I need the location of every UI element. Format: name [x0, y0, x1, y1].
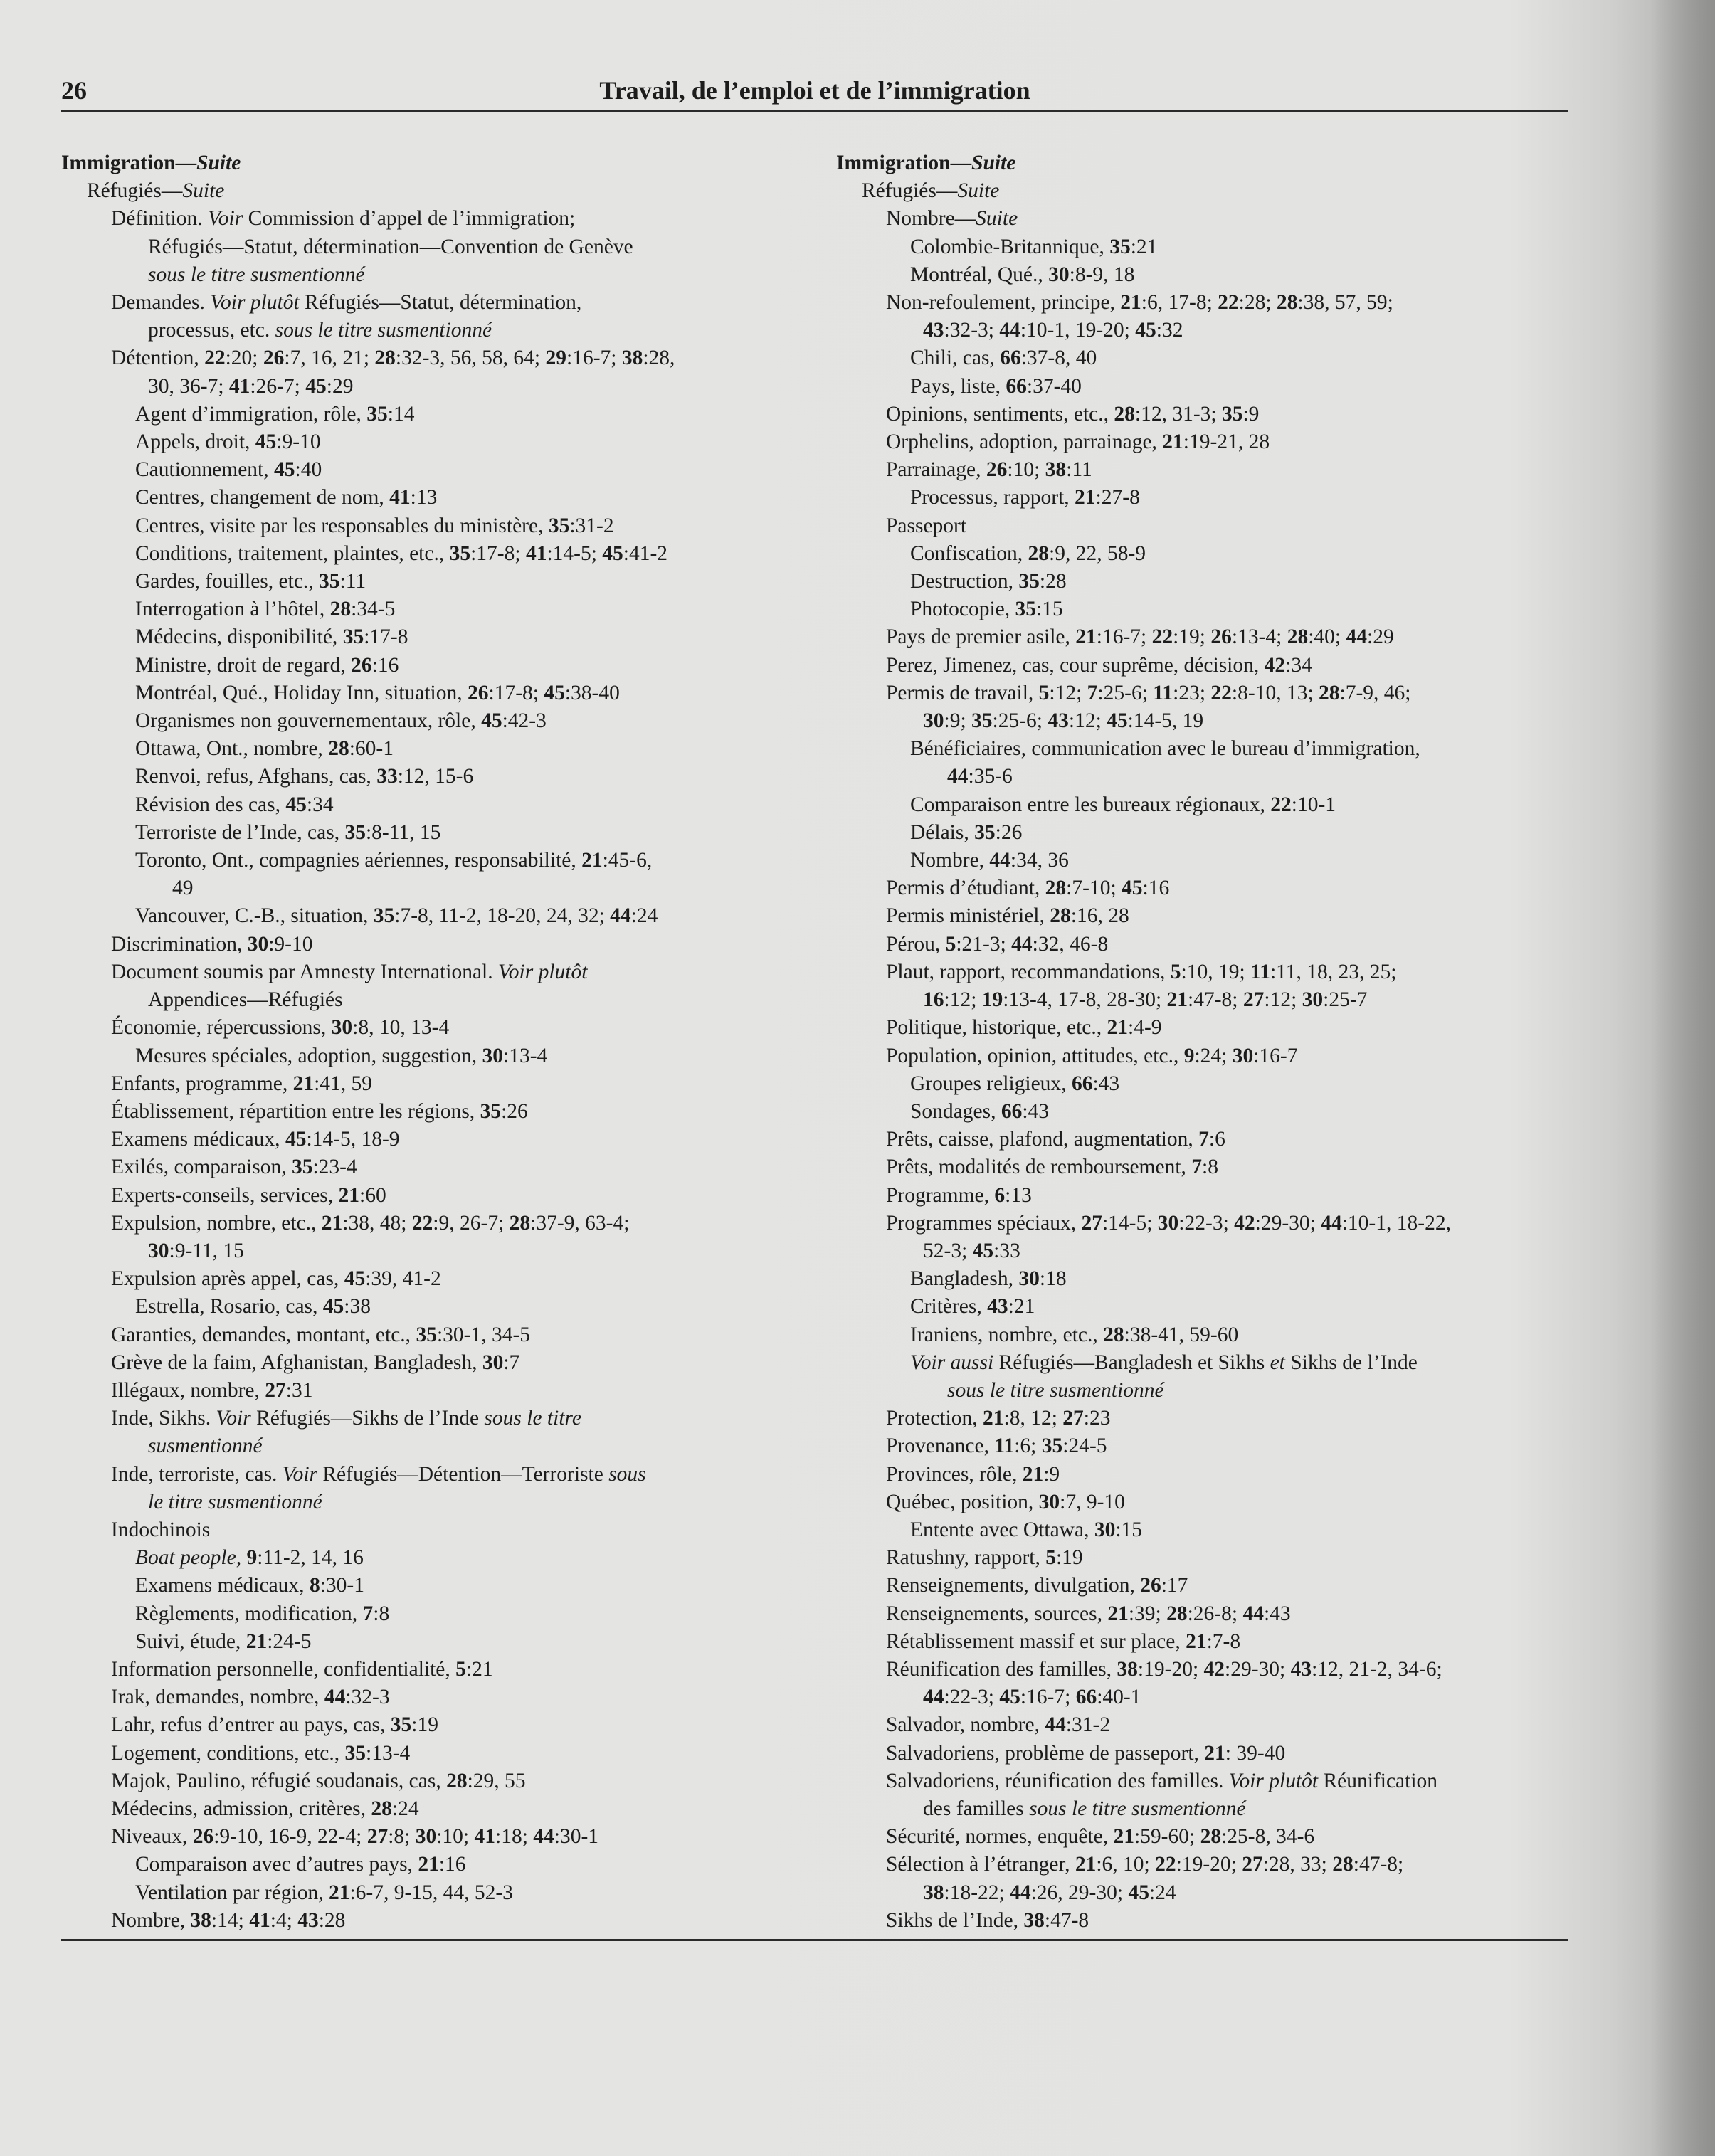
index-entry: Québec, position, 30:7, 9-10: [886, 1490, 1125, 1513]
index-entry: Orphelins, adoption, parrainage, 21:19-21, 28: [886, 430, 1270, 454]
index-entry-continuation: Réfugiés—Statut, détermination—Convention de Genève: [148, 235, 633, 258]
index-entry: Suivi, étude, 21:24-5: [135, 1629, 312, 1653]
index-entry-continuation: 30:9-11, 15: [148, 1239, 244, 1262]
index-entry: Confiscation, 28:9, 22, 58-9: [910, 541, 1146, 565]
page-number: 26: [61, 76, 87, 105]
index-entry: Document soumis par Amnesty International. Voir plutôt: [111, 960, 588, 983]
index-entry: Toronto, Ont., compagnies aériennes, responsabilité, 21:45-6,: [135, 849, 653, 872]
index-entry: Politique, historique, etc., 21:4-9: [886, 1016, 1162, 1040]
page-edge-shadow: [1651, 0, 1715, 2156]
index-entry: Majok, Paulino, réfugié soudanais, cas, 28:29, 55: [111, 1769, 526, 1792]
index-entry: Ventilation par région, 21:6-7, 9-15, 44, 52-3: [135, 1881, 513, 1904]
index-entry: Examens médicaux, 8:30-1: [135, 1574, 364, 1597]
index-entry: Voir aussi Réfugiés—Bangladesh et Sikhs et Sikhs de l’Inde: [910, 1351, 1418, 1374]
index-entry: Perez, Jimenez, cas, cour suprême, décision, 42:34: [886, 653, 1312, 677]
index-entry: Réfugiés—Suite: [862, 179, 1000, 203]
index-entry: Groupes religieux, 66:43: [910, 1072, 1120, 1095]
index-entry: Pays de premier asile, 21:16-7; 22:19; 26:13-4; 28:40; 44:29: [886, 625, 1394, 649]
index-entry: Nombre, 44:34, 36: [910, 849, 1069, 872]
index-entry: Renseignements, divulgation, 26:17: [886, 1574, 1188, 1597]
index-entry: Expulsion après appel, cas, 45:39, 41-2: [111, 1267, 441, 1291]
index-entry-continuation: sous le titre susmentionné: [148, 263, 365, 286]
index-entry: Règlements, modification, 7:8: [135, 1602, 390, 1625]
index-entry: Détention, 22:20; 26:7, 16, 21; 28:32-3, 56, 58, 64; 29:16-7; 38:28,: [111, 347, 675, 370]
index-entry: Pérou, 5:21-3; 44:32, 46-8: [886, 932, 1109, 956]
index-entry-continuation: 38:18-22; 44:26, 29-30; 45:24: [923, 1881, 1176, 1904]
index-entry: Niveaux, 26:9-10, 16-9, 22-4; 27:8; 30:10; 41:18; 44:30-1: [111, 1825, 599, 1849]
index-entry: Opinions, sentiments, etc., 28:12, 31-3; 35:9: [886, 402, 1260, 426]
index-entry: Irak, demandes, nombre, 44:32-3: [111, 1686, 390, 1709]
index-entry: Experts-conseils, services, 21:60: [111, 1183, 386, 1207]
index-entry: Comparaison avec d’autres pays, 21:16: [135, 1853, 466, 1876]
index-entry: Vancouver, C.-B., situation, 35:7-8, 11-2, 18-20, 24, 32; 44:24: [135, 904, 658, 928]
index-entry: Renvoi, refus, Afghans, cas, 33:12, 15-6: [135, 765, 474, 788]
index-entry: Plaut, rapport, recommandations, 5:10, 19; 11:11, 18, 23, 25;: [886, 960, 1397, 983]
page-header: [61, 70, 1568, 112]
index-entry: Critères, 43:21: [910, 1295, 1035, 1319]
index-entry: Bangladesh, 30:18: [910, 1267, 1067, 1291]
index-entry: Programme, 6:13: [886, 1183, 1032, 1207]
index-entry: Logement, conditions, etc., 35:13-4: [111, 1741, 411, 1765]
index-entry: Bénéficiaires, communication avec le bureau d’immigration,: [910, 737, 1420, 761]
index-entry: Conditions, traitement, plaintes, etc., 35:17-8; 41:14-5; 45:41-2: [135, 541, 668, 565]
index-entry: Économie, répercussions, 30:8, 10, 13-4: [111, 1016, 450, 1040]
index-entry: Sélection à l’étranger, 21:6, 10; 22:19-20; 27:28, 33; 28:47-8;: [886, 1853, 1404, 1876]
index-entry: Passeport: [886, 514, 967, 537]
index-entry: Permis d’étudiant, 28:7-10; 45:16: [886, 877, 1170, 900]
index-entry: Agent d’immigration, rôle, 35:14: [135, 402, 415, 426]
index-entry: Médecins, admission, critères, 28:24: [111, 1797, 419, 1820]
index-column-right: [836, 149, 1590, 1935]
index-entry: Sécurité, normes, enquête, 21:59-60; 28:25-8, 34-6: [886, 1825, 1315, 1849]
index-entry: Processus, rapport, 21:27-8: [910, 486, 1140, 509]
index-entry-continuation: 16:12; 19:13-4, 17-8, 28-30; 21:47-8; 27:12; 30:25-7: [923, 988, 1368, 1012]
index-entry: Salvador, nombre, 44:31-2: [886, 1713, 1111, 1737]
index-entry: Salvadoriens, réunification des familles. Voir plutôt Réunification: [886, 1769, 1438, 1792]
index-entry: Nombre—Suite: [886, 207, 1018, 231]
index-entry: Protection, 21:8, 12; 27:23: [886, 1407, 1111, 1430]
index-entry: Demandes. Voir plutôt Réfugiés—Statut, détermination,: [111, 291, 582, 315]
index-entry: Non-refoulement, principe, 21:6, 17-8; 22:28; 28:38, 57, 59;: [886, 291, 1393, 315]
running-title: Travail, de l’emploi et de l’immigration: [599, 76, 1030, 105]
index-entry-continuation: 44:35-6: [947, 765, 1013, 788]
index-entry: Permis de travail, 5:12; 7:25-6; 11:23; 22:8-10, 13; 28:7-9, 46;: [886, 681, 1411, 704]
index-entry: Population, opinion, attitudes, etc., 9:24; 30:16-7: [886, 1044, 1298, 1067]
index-entry: Délais, 35:26: [910, 820, 1023, 844]
index-entry: Iraniens, nombre, etc., 28:38-41, 59-60: [910, 1323, 1239, 1346]
header-rule: [61, 110, 1568, 112]
index-entry: Enfants, programme, 21:41, 59: [111, 1072, 373, 1095]
index-entry: Ministre, droit de regard, 26:16: [135, 653, 399, 677]
index-entry: Chili, cas, 66:37-8, 40: [910, 347, 1097, 370]
index-entry: Organismes non gouvernementaux, rôle, 45:42-3: [135, 709, 547, 733]
index-entry: Examens médicaux, 45:14-5, 18-9: [111, 1128, 400, 1151]
index-entry: Terroriste de l’Inde, cas, 35:8-11, 15: [135, 820, 441, 844]
index-entry-continuation: 30:9; 35:25-6; 43:12; 45:14-5, 19: [923, 709, 1204, 733]
index-entry: Discrimination, 30:9-10: [111, 932, 313, 956]
index-entry-continuation: processus, etc. sous le titre susmentionné: [148, 319, 492, 342]
index-entry: Médecins, disponibilité, 35:17-8: [135, 625, 408, 649]
index-entry: Entente avec Ottawa, 30:15: [910, 1518, 1143, 1541]
index-entry: Établissement, répartition entre les régions, 35:26: [111, 1099, 528, 1123]
index-entry: Colombie-Britannique, 35:21: [910, 235, 1158, 258]
index-entry: Pays, liste, 66:37-40: [910, 374, 1082, 398]
index-entry: Centres, changement de nom, 41:13: [135, 486, 438, 509]
index-entry: Provinces, rôle, 21:9: [886, 1462, 1060, 1486]
index-entry: Expulsion, nombre, etc., 21:38, 48; 22:9, 26-7; 28:37-9, 63-4;: [111, 1211, 630, 1235]
index-entry-continuation: 43:32-3; 44:10-1, 19-20; 45:32: [923, 319, 1183, 342]
index-entry: Destruction, 35:28: [910, 570, 1067, 593]
index-entry-continuation: 49: [172, 877, 194, 900]
index-entry: Centres, visite par les responsables du ministère, 35:31-2: [135, 514, 614, 537]
index-entry: Exilés, comparaison, 35:23-4: [111, 1156, 357, 1179]
index-entry-continuation: le titre susmentionné: [148, 1490, 322, 1513]
index-entry: Définition. Voir Commission d’appel de l’immigration;: [111, 207, 576, 231]
index-column-left: [61, 149, 823, 1935]
index-entry: Interrogation à l’hôtel, 28:34-5: [135, 598, 396, 621]
index-entry: Sondages, 66:43: [910, 1099, 1050, 1123]
index-entry-continuation: des familles sous le titre susmentionné: [923, 1797, 1246, 1820]
index-entry: Sikhs de l’Inde, 38:47-8: [886, 1908, 1089, 1932]
index-entry: Photocopie, 35:15: [910, 598, 1063, 621]
index-entry: Illégaux, nombre, 27:31: [111, 1378, 313, 1402]
index-entry: Rétablissement massif et sur place, 21:7-8: [886, 1629, 1241, 1653]
index-entry-continuation: Appendices—Réfugiés: [148, 988, 343, 1012]
footer-rule: [61, 1939, 1568, 1941]
index-entry: Permis ministériel, 28:16, 28: [886, 904, 1129, 928]
index-entry: Renseignements, sources, 21:39; 28:26-8; 44:43: [886, 1602, 1291, 1625]
index-entry: Mesures spéciales, adoption, suggestion, 30:13-4: [135, 1044, 548, 1067]
index-entry: Programmes spéciaux, 27:14-5; 30:22-3; 42:29-30; 44:10-1, 18-22,: [886, 1211, 1451, 1235]
index-entry: Inde, terroriste, cas. Voir Réfugiés—Détention—Terroriste sous: [111, 1462, 646, 1486]
index-entry: Révision des cas, 45:34: [135, 793, 334, 816]
index-entry: Ottawa, Ont., nombre, 28:60-1: [135, 737, 394, 761]
index-entry-continuation: sous le titre susmentionné: [947, 1378, 1164, 1402]
index-entry: Immigration—Suite: [61, 152, 241, 174]
index-entry: Garanties, demandes, montant, etc., 35:30-1, 34-5: [111, 1323, 531, 1346]
index-entry: Appels, droit, 45:9-10: [135, 430, 321, 454]
index-entry-continuation: susmentionné: [148, 1434, 263, 1458]
index-entry-continuation: 44:22-3; 45:16-7; 66:40-1: [923, 1686, 1141, 1709]
index-entry: Inde, Sikhs. Voir Réfugiés—Sikhs de l’Inde sous le titre: [111, 1407, 581, 1430]
index-entry: Boat people, 9:11-2, 14, 16: [135, 1546, 364, 1570]
index-entry: Prêts, modalités de remboursement, 7:8: [886, 1156, 1218, 1179]
index-entry: Ratushny, rapport, 5:19: [886, 1546, 1083, 1570]
index-entry: Cautionnement, 45:40: [135, 458, 322, 482]
index-entry: Prêts, caisse, plafond, augmentation, 7:6: [886, 1128, 1225, 1151]
index-entry: Immigration—Suite: [836, 152, 1016, 174]
index-entry: Comparaison entre les bureaux régionaux, 22:10-1: [910, 793, 1336, 816]
index-entry: Montréal, Qué., Holiday Inn, situation, 26:17-8; 45:38-40: [135, 681, 620, 704]
index-entry: Montréal, Qué., 30:8-9, 18: [910, 263, 1135, 286]
index-entry: Gardes, fouilles, etc., 35:11: [135, 570, 366, 593]
index-entry: Nombre, 38:14; 41:4; 43:28: [111, 1908, 346, 1932]
index-entry-continuation: 52-3; 45:33: [923, 1239, 1020, 1262]
index-entry: Réfugiés—Suite: [87, 179, 225, 203]
index-entry: Grève de la faim, Afghanistan, Bangladesh, 30:7: [111, 1351, 520, 1374]
index-entry: Réunification des familles, 38:19-20; 42:29-30; 43:12, 21-2, 34-6;: [886, 1657, 1442, 1681]
index-entry: Information personnelle, confidentialité, 5:21: [111, 1657, 493, 1681]
index-entry: Salvadoriens, problème de passeport, 21: 39-40: [886, 1741, 1286, 1765]
index-entry: Estrella, Rosario, cas, 45:38: [135, 1295, 371, 1319]
index-entry: Lahr, refus d’entrer au pays, cas, 35:19: [111, 1713, 438, 1737]
index-entry: Parrainage, 26:10; 38:11: [886, 458, 1092, 482]
index-entry: Provenance, 11:6; 35:24-5: [886, 1434, 1107, 1458]
index-entry-continuation: 30, 36-7; 41:26-7; 45:29: [148, 374, 354, 398]
index-entry: Indochinois: [111, 1518, 211, 1541]
